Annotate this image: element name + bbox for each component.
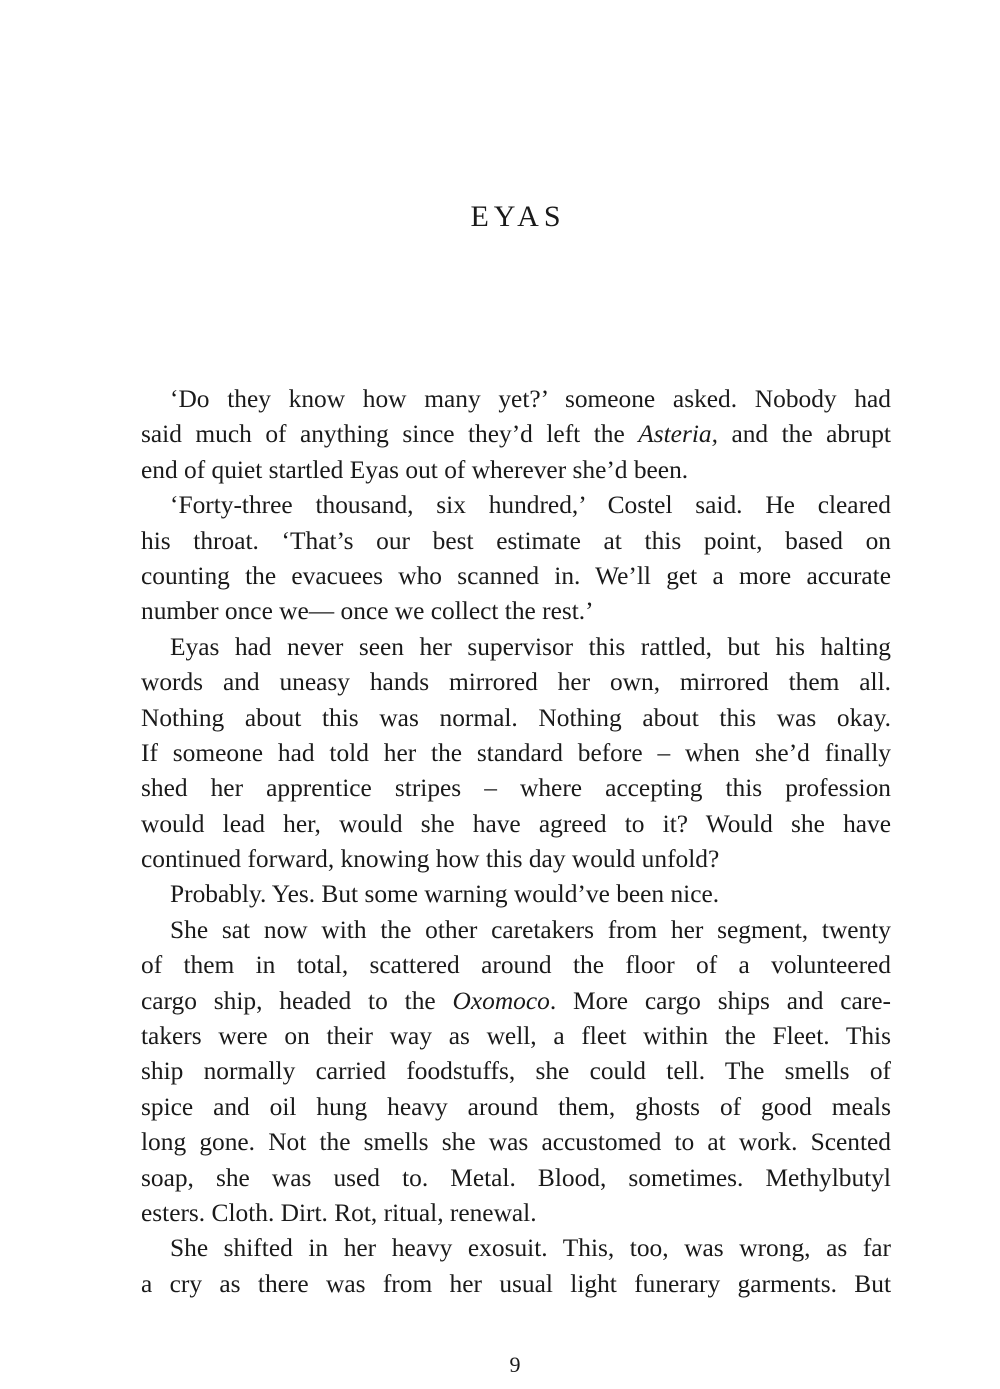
text-line: She sat now with the other caretakers from her segment, twenty	[170, 915, 891, 944]
text-line: words and uneasy hands mirrored her own, mirrored them all.	[141, 668, 891, 697]
text-line: long gone. Not the smells she was accustomed to at work. Scented	[141, 1128, 891, 1157]
text-line: ‘Do they know how many yet?’ someone asked. Nobody had	[170, 385, 891, 413]
text-line: ship normally carried foodstuffs, she could tell. The smells of	[141, 1057, 891, 1086]
text-line: Nothing about this was normal. Nothing about this was okay.	[141, 703, 891, 732]
chapter-title: EYAS	[470, 200, 566, 233]
text-line: his throat. ‘That’s our best estimate at this point, based on	[141, 526, 891, 555]
text-line: continued forward, knowing how this day would unfold?	[141, 845, 720, 874]
ship-name: Oxomoco	[452, 986, 550, 1015]
text-line: takers were on their way as well, a fleet within the Fleet. This	[141, 1022, 891, 1051]
text-line: end of quiet startled Eyas out of wherever she’d been.	[141, 455, 689, 484]
text-line: spice and oil hung heavy around them, ghosts of good meals	[141, 1092, 891, 1121]
text-line: said much of anything since they’d left the Asteria, and the abrupt	[141, 420, 891, 449]
body-text	[141, 382, 891, 1302]
text-line: would lead her, would she have agreed to it? Would she have	[141, 809, 891, 838]
text-line: ‘Forty-three thousand, six hundred,’ Costel said. He cleared	[170, 491, 891, 520]
text-line: shed her apprentice stripes – where accepting this profession	[141, 774, 891, 803]
text-line: Probably. Yes. But some warning would’ve been nice.	[170, 880, 720, 909]
text-line: cargo ship, headed to the Oxomoco. More cargo ships and care-	[141, 986, 891, 1015]
text-line: counting the evacuees who scanned in. We’ll get a more accurate	[141, 561, 891, 590]
text-line: number once we— once we collect the rest.’	[141, 597, 594, 626]
text-line: of them in total, scattered around the floor of a volunteered	[141, 951, 891, 980]
text-line: esters. Cloth. Dirt. Rot, ritual, renewal.	[141, 1198, 537, 1227]
text-line: She shifted in her heavy exosuit. This, too, was wrong, as far	[170, 1234, 891, 1263]
text-line: If someone had told her the standard before – when she’d finally	[141, 738, 891, 767]
text-line: soap, she was used to. Metal. Blood, sometimes. Methylbutyl	[141, 1163, 891, 1192]
page-number: 9	[509, 1352, 521, 1377]
text-line: Eyas had never seen her supervisor this rattled, but his halting	[170, 632, 891, 661]
ship-name: Asteria,	[638, 420, 718, 449]
text-line: a cry as there was from her usual light funerary garments. But	[141, 1269, 891, 1298]
